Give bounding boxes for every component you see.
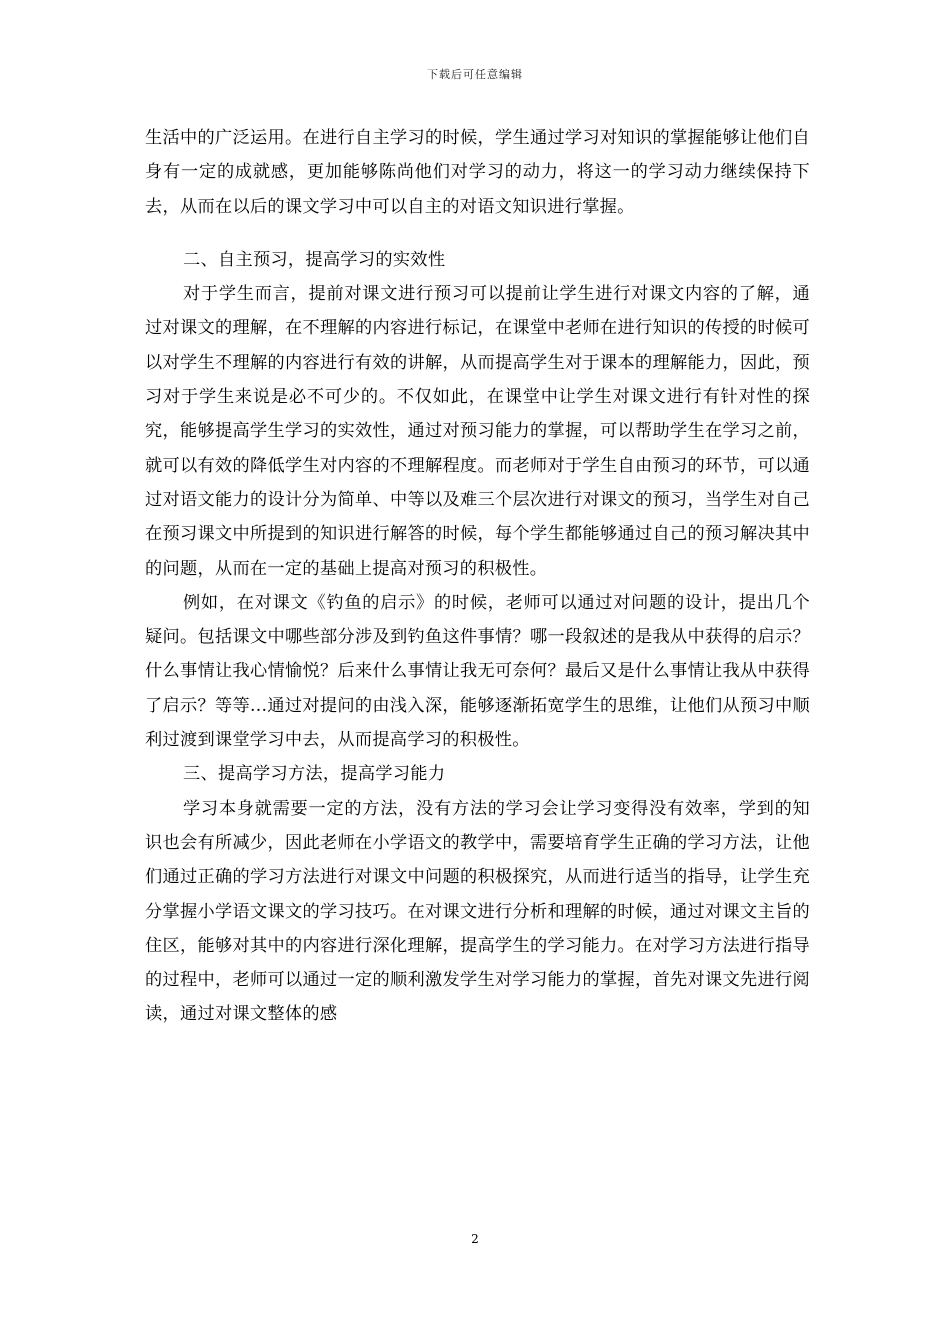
page-number: 2 <box>471 1232 479 1246</box>
paragraph-preview: 对于学生而言，提前对课文进行预习可以提前让学生进行对课文内容的了解，通过对课文的理解，在不理解的内容进行标记，在课堂中老师在进行知识的传授的时候可以对学生不理解的内容进行有效的讲解，从而提高学生对于课本的理解能力，因此，预习对于学生来说是必不可少的。不仅如此，在课堂中让学生对课文进行有针对性的探究，能够提高学生学习的实效性，通过对预习能力的掌握，可以帮助学生在学习之前，就可以有效的降低学生对内容的不理解程度。而老师对于学生自由预习的环节，可以通过对语文能力的设计分为简单、中等以及难三个层次进行对课文的预习，当学生对自己在预习课文中所提到的知识进行解答的时候，每个学生都能够通过自己的预习解决其中的问题，从而在一定的基础上提高对预习的积极性。 <box>145 284 810 579</box>
section-heading-3: 三、提高学习方法，提高学习能力 <box>183 764 446 785</box>
paragraph-method: 学习本身就需要一定的方法，没有方法的学习会让学习变得没有效率，学到的知识也会有所减少，因此老师在小学语文的教学中，需要培育学生正确的学习方法，让他们通过正确的学习方法进行对课文中问题的积极探究，从而进行适当的指导，让学生充分掌握小学语文课文的学习技巧。在对课文进行分析和理解的时候，通过对课文主旨的住区，能够对其中的内容进行深化理解，提高学生的学习能力。在对学习方法进行指导的过程中，老师可以通过一定的顺利激发学生对学习能力的掌握，首先对课文先进行阅读，通过对课文整体的感 <box>145 798 810 1025</box>
paragraph-example: 例如，在对课文《钓鱼的启示》的时候，老师可以通过对问题的设计，提出几个疑问。包括课文中哪些部分涉及到钓鱼这件事情？哪一段叙述的是我从中获得的启示？什么事情让我心情愉悦？后来什么事情让我无可奈何？最后又是什么事情让我从中获得了启示？等等...通过对提问的由浅入深，能够逐渐拓宽学生的思维，让他们从预习中顺利过渡到课堂学习中去，从而提高学习的积极性。 <box>145 592 810 751</box>
page-header: 下载后可任意编辑 <box>427 68 523 81</box>
document-body <box>145 121 810 1032</box>
section-heading-2: 二、自主预习，提高学习的实效性 <box>183 249 446 270</box>
paragraph-continuation: 生活中的广泛运用。在进行自主学习的时候，学生通过学习对知识的掌握能够让他们自身有一定的成就感，更加能够陈尚他们对学习的动力，将这一的学习动力继续保持下去，从而在以后的课文学习中可以自主的对语文知识进行掌握。 <box>145 128 810 217</box>
